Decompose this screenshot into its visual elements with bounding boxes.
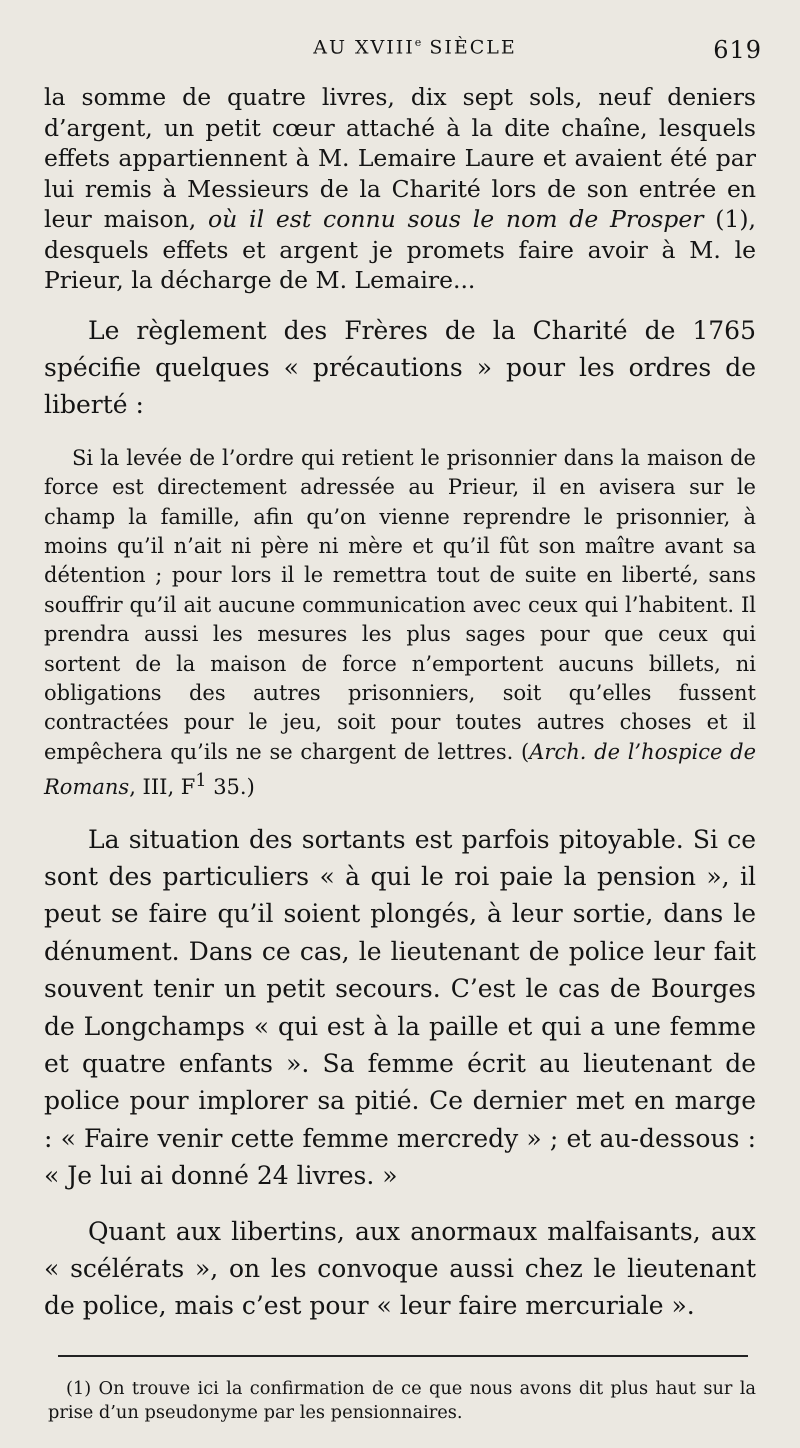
running-title: AU XVIIIe SIÈCLE <box>313 36 517 59</box>
footnote-1: (1) On trouve ici la confirmation de ce que nous avons dit plus haut sur la prise d’un pseudonyme par les pensionnaires. <box>48 1377 756 1423</box>
page-number: 619 <box>713 36 762 64</box>
quote-source: Arch. de l’hospice de Romans <box>44 739 756 800</box>
pseudonym-italic: où il est connu sous le nom de Prosper <box>207 205 704 233</box>
quote-text: Si la levée de l’ordre qui retient le prisonnier dans la maison de force est directement adressée au Prieur, il en avisera sur le champ la famille, afin qu’on vienne reprendre le prisonnier, à moins qu’il n’ait ni père ni mère et qu’il fût son maître avant sa détention ; pour lors il le remettra tout de suite en liberté, sans souffrir qu’il ait aucune communication avec ceux qui l’habitent. Il prendra aussi les mesures les plus sages pour que ceux qui sortent de la maison de force n’emportent aucuns billets, ni obligations des autres prisonniers, soit qu’elles fussent contractées pour le jeu, soit pour toutes autres choses et il empêchera qu’ils ne se chargent de lettres. (Arch. de l’hospice de Romans, III, $F^1$ 35.) <box>44 445 756 800</box>
paragraph-2: Le règlement des Frères de la Charité de 1765 spécifie quelques « précautions » pour les ordres de liberté : <box>44 315 756 420</box>
block-quote <box>44 444 756 803</box>
paragraph-3: La situation des sortants est parfois pitoyable. Si ce sont des particuliers « à qui le roi paie la pension », il peut se faire qu’il soient plongés, à leur sortie, dans le dénument. Dans ce cas, le lieutenant de police leur fait souvent tenir un petit secours. C’est le cas de Bourges de Longchamps « qui est à la paille et qui a une femme et quatre enfants ». Sa femme écrit au lieutenant de police pour implorer sa pitié. Ce dernier met en marge : « Faire venir cette femme mercredy » ; et au-dessous : « Je lui ai donné 24 livres. » <box>44 824 756 1191</box>
paragraph-1: la somme de quatre livres, dix sept sols, neuf deniers d’argent, un petit cœur attaché à la dite chaîne, lesquels effets appartiennent à M. Lemaire Laure et avaient été par lui remis à Messieurs de la Charité lors de son entrée en leur maison, où il est connu sous le nom de Prosper (1), desquels effets et argent je promets faire avoir à M. le Prieur, la décharge de M. Lemaire... <box>44 83 757 294</box>
paragraph-4: Quant aux libertins, aux anormaux malfaisants, aux « scélérats », on les convoque aussi chez le lieutenant de police, mais c’est pour « leur faire mercuriale ». <box>44 1216 756 1321</box>
footnote-rule <box>58 1355 748 1357</box>
folio-superscript: 1 <box>195 771 207 792</box>
running-title-superscript: e <box>414 36 422 49</box>
page-header <box>44 36 762 72</box>
